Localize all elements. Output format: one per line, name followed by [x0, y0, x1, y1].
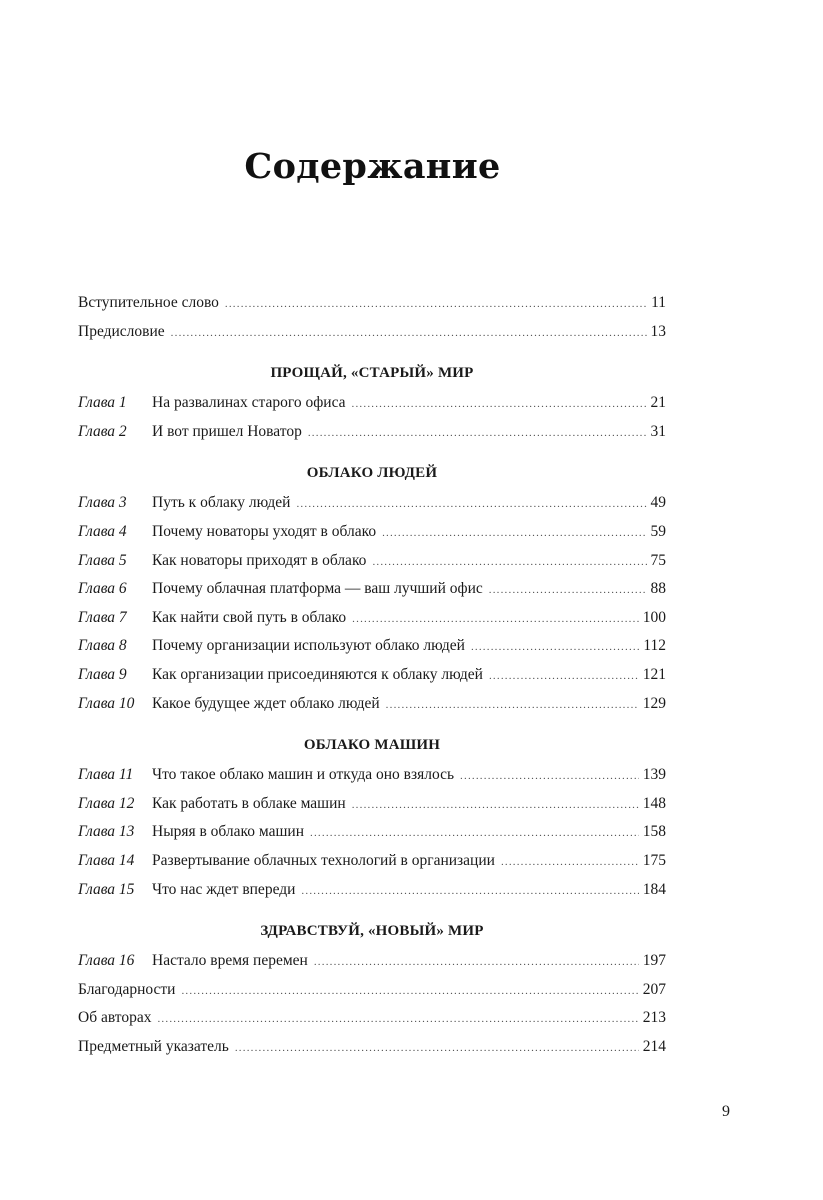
chapter-title: Почему организации используют облако людей	[152, 637, 465, 655]
dot-leader	[372, 548, 646, 577]
part-heading: ОБЛАКО МАШИН	[303, 737, 441, 754]
dot-leader	[501, 848, 639, 877]
chapter-title: Настало время перемен	[152, 952, 308, 970]
chapter-label: Глава 5	[78, 551, 127, 569]
chapter-page: 148	[642, 794, 666, 812]
dot-leader	[235, 1034, 639, 1063]
toc-entry-about-authors[interactable]	[78, 1004, 666, 1033]
chapter-title: Почему облачная платформа — ваш лучший офис	[152, 580, 483, 598]
dot-leader	[314, 948, 639, 977]
chapter-title: Что такое облако машин и откуда оно взялось	[152, 766, 455, 784]
chapter-page: 112	[643, 637, 666, 655]
dot-leader	[301, 877, 638, 906]
dot-leader	[489, 576, 647, 605]
toc-entry-page: 214	[642, 1037, 666, 1055]
chapter-page: 175	[642, 851, 666, 869]
dot-leader	[308, 419, 647, 448]
chapter-label: Глава 9	[78, 665, 127, 683]
chapter-title: Как работать в облаке машин	[152, 794, 346, 812]
dot-leader	[352, 605, 639, 634]
chapter-page: 31	[650, 422, 666, 440]
toc-chapter-row[interactable]	[78, 489, 666, 518]
chapter-title: Ныряя в облако машин	[152, 823, 305, 841]
dot-leader	[489, 662, 639, 691]
toc-chapter-row[interactable]	[78, 389, 666, 418]
dot-leader	[386, 691, 639, 720]
chapter-page: 158	[642, 823, 666, 841]
chapter-page: 100	[642, 608, 666, 626]
dot-leader	[171, 319, 647, 348]
toc-chapter-row[interactable]	[78, 847, 666, 876]
toc-entry-preface[interactable]	[78, 318, 666, 347]
dot-leader	[460, 762, 639, 791]
toc-chapter-row[interactable]	[78, 818, 666, 847]
part-heading: ПРОЩАЙ, «СТАРЫЙ» МИР	[270, 365, 474, 382]
dot-leader	[181, 977, 638, 1006]
toc-entry-title: Предметный указатель	[78, 1037, 229, 1055]
chapter-label: Глава 14	[78, 851, 135, 869]
chapter-label: Глава 7	[78, 608, 127, 626]
chapter-label: Глава 10	[78, 694, 135, 712]
toc-entry-index[interactable]	[78, 1033, 666, 1062]
toc-entry-foreword[interactable]	[78, 289, 666, 318]
chapter-page: 129	[642, 694, 666, 712]
chapter-label: Глава 16	[78, 952, 135, 970]
chapter-page: 139	[642, 766, 666, 784]
toc-chapter-row[interactable]	[78, 547, 666, 576]
chapter-page: 88	[650, 580, 666, 598]
chapter-label: Глава 12	[78, 794, 135, 812]
page-title: Содержание	[244, 146, 501, 187]
chapter-title: Как организации присоединяются к облаку людей	[152, 665, 483, 683]
toc-entry-page: 213	[642, 1009, 666, 1027]
toc-chapter-row[interactable]	[78, 947, 666, 976]
toc-chapter-row[interactable]	[78, 518, 666, 547]
chapter-page: 49	[650, 494, 666, 512]
toc-entry-title: Об авторах	[78, 1009, 152, 1027]
chapter-title: И вот пришел Новатор	[152, 422, 302, 440]
chapter-title: Развертывание облачных технологий в организации	[152, 851, 495, 869]
chapter-title: Как найти свой путь в облако	[152, 608, 347, 626]
chapter-label: Глава 2	[78, 422, 127, 440]
dot-leader	[352, 390, 647, 419]
toc-entry-page: 13	[650, 322, 666, 340]
chapter-page: 75	[650, 551, 666, 569]
chapter-label: Глава 4	[78, 522, 127, 540]
chapter-title: Путь к облаку людей	[152, 494, 291, 512]
dot-leader	[296, 490, 646, 519]
chapter-title: Почему новаторы уходят в облако	[152, 522, 377, 540]
toc-chapter-row[interactable]	[78, 418, 666, 447]
toc-entry-page: 11	[651, 294, 666, 311]
toc-entry-title: Предисловие	[78, 322, 165, 340]
chapter-label: Глава 3	[78, 494, 127, 512]
chapter-label: Глава 15	[78, 880, 135, 898]
chapter-page: 197	[642, 952, 666, 970]
chapter-title: Что нас ждет впереди	[152, 880, 296, 898]
toc-chapter-row[interactable]	[78, 761, 666, 790]
page-number: 9	[722, 1103, 730, 1120]
toc-chapter-row[interactable]	[78, 790, 666, 819]
chapter-title: Как новаторы приходят в облако	[152, 551, 367, 569]
dot-leader	[471, 633, 639, 662]
toc-chapter-row[interactable]	[78, 876, 666, 905]
chapter-title: На развалинах старого офиса	[152, 394, 346, 412]
toc-chapter-row[interactable]	[78, 690, 666, 719]
toc-entry-page: 207	[642, 980, 666, 998]
toc-chapter-row[interactable]	[78, 575, 666, 604]
chapter-label: Глава 13	[78, 823, 135, 841]
dot-leader	[225, 290, 647, 319]
part-heading: ЗДРАВСТВУЙ, «НОВЫЙ» МИР	[260, 923, 484, 940]
dot-leader	[310, 819, 639, 848]
toc-entry-title: Благодарности	[78, 980, 176, 998]
chapter-page: 59	[650, 522, 666, 540]
chapter-page: 21	[650, 394, 666, 412]
chapter-label: Глава 11	[78, 766, 134, 784]
chapter-label: Глава 1	[78, 394, 127, 412]
chapter-page: 121	[642, 665, 666, 683]
toc-entry-acknowledgements[interactable]	[78, 976, 666, 1005]
dot-leader	[352, 791, 639, 820]
chapter-page: 184	[642, 880, 666, 898]
part-heading: ОБЛАКО ЛЮДЕЙ	[306, 465, 438, 482]
dot-leader	[382, 519, 646, 548]
toc-entry-title: Вступительное слово	[78, 294, 219, 311]
toc-chapter-row[interactable]	[78, 661, 666, 690]
toc-chapter-row[interactable]	[78, 604, 666, 633]
dot-leader	[157, 1005, 638, 1034]
chapter-label: Глава 6	[78, 580, 127, 598]
toc-chapter-row[interactable]	[78, 632, 666, 661]
chapter-label: Глава 8	[78, 637, 127, 655]
chapter-title: Какое будущее ждет облако людей	[152, 694, 380, 712]
table-of-contents	[78, 289, 666, 1061]
